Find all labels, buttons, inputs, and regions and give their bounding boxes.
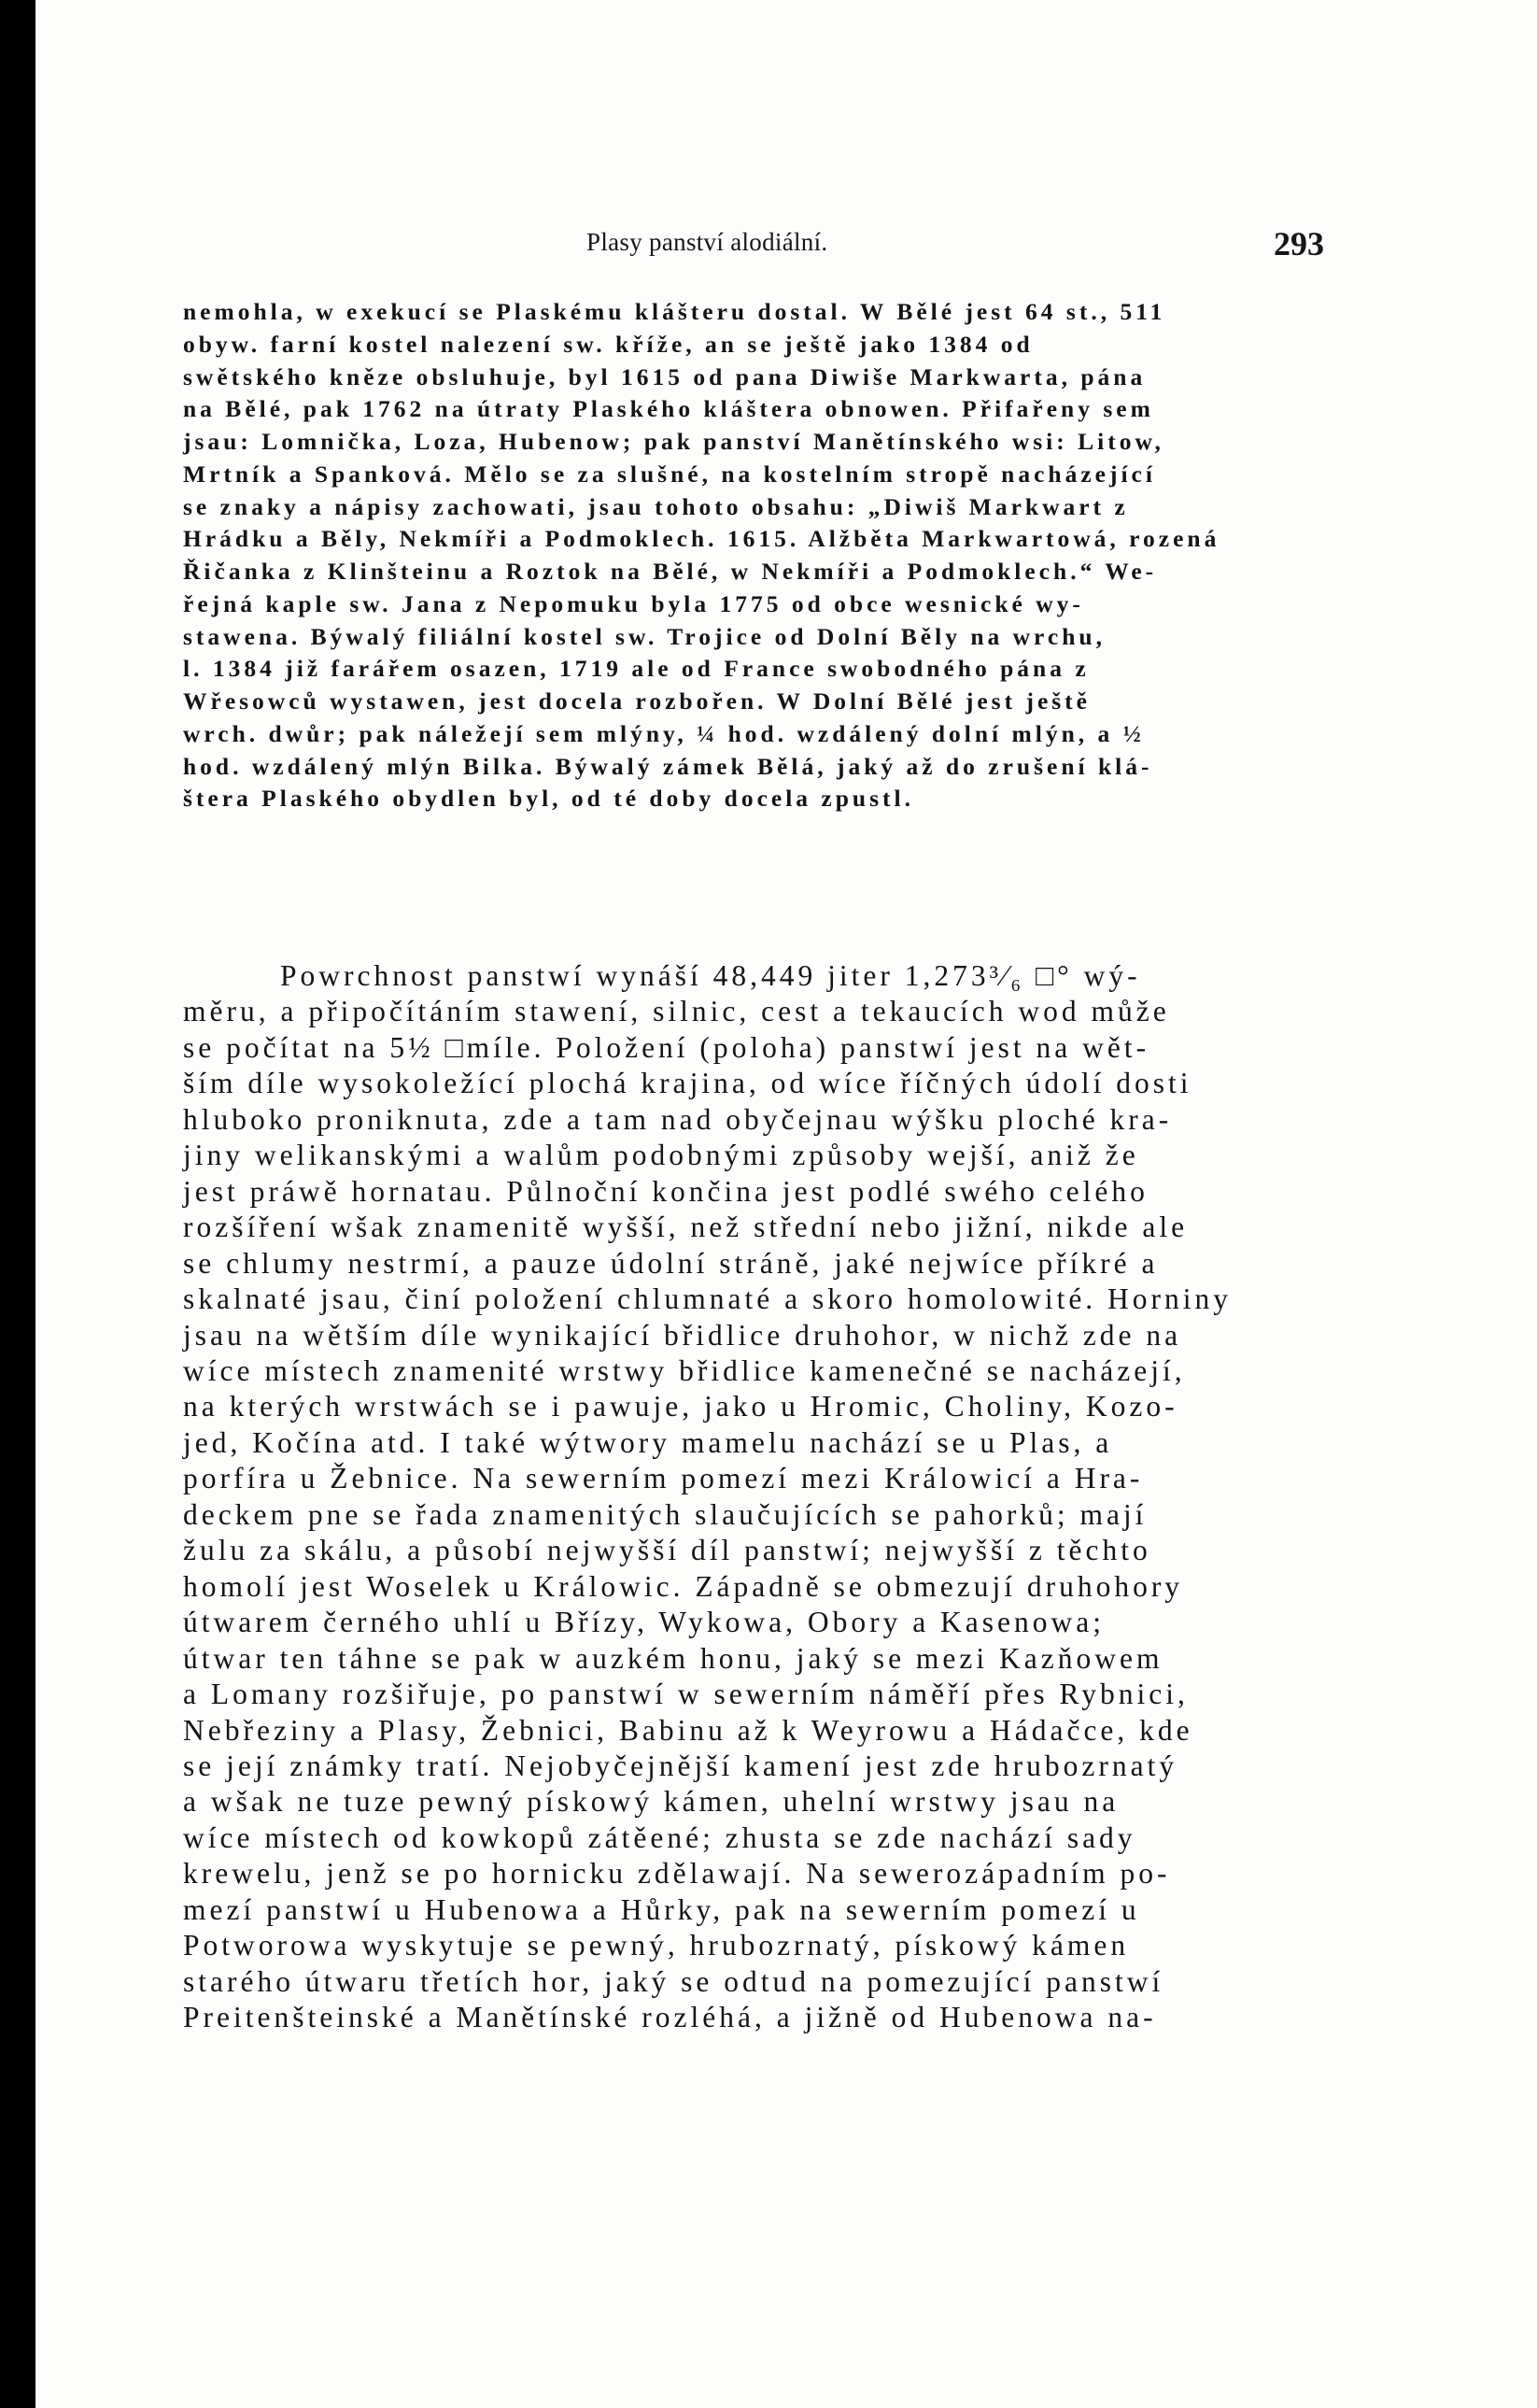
text-line: a wšak ne tuze pewný pískowý kámen, uhelní wrstwy jsau na	[183, 1785, 1120, 1819]
text-line: útwar ten táhne se pak w auzkém honu, jaký se mezi Kazňowem	[183, 1641, 1163, 1675]
text-line: Hrádku a Běly, Nekmíři a Podmoklech. 1615. Alžběta Markwartowá, rozená	[183, 525, 1220, 553]
page-header	[586, 225, 1324, 265]
text-line: porfíra u Žebnice. Na sewerním pomezí mezi Králowicí a Hra-	[183, 1462, 1144, 1495]
text-line: l. 1384 již farářem osazen, 1719 ale od France swobodného pána z	[183, 655, 1090, 683]
text-line: se chlumy nestrmí, a pauze údolní stráně, jaké nejwíce příkré a	[183, 1246, 1159, 1280]
text-line: Nebřeziny a Plasy, Žebnici, Babinu až k Weyrowu a Hádačce, kde	[183, 1713, 1193, 1747]
text-line: mezí panstwí u Hubenowa a Hůrky, pak na sewerním pomezí u	[183, 1892, 1140, 1926]
text-line: jest práwě hornatau. Půlnoční končina jest podlé swého celého	[183, 1174, 1149, 1208]
text-line: Potworowa wyskytuje se pewný, hrubozrnatý, pískowý kámen	[183, 1929, 1130, 1962]
small-print-paragraph	[183, 296, 1324, 815]
page-number: 293	[1274, 225, 1324, 262]
main-paragraph	[183, 958, 1324, 2036]
text-line: obyw. farní kostel nalezení sw. kříže, an se ještě jako 1384 od	[183, 330, 1034, 358]
text-line: řejná kaple sw. Jana z Nepomuku byla 1775 od obce wesnické wy-	[183, 589, 1084, 617]
text-line: starého útwaru třetích hor, jaký se odtud na pomezující panstwí	[183, 1964, 1164, 1998]
text-line: wíce místech od kowkopů zátěené; zhusta se zde nachází sady	[183, 1820, 1136, 1854]
text-line: hod. wzdálený mlýn Bilka. Býwalý zámek Bělá, jaký až do zrušení klá-	[183, 752, 1153, 780]
text-line: Mrtník a Spanková. Mělo se za slušné, na kostelním stropě nacházející	[183, 460, 1156, 488]
text-line: swětského kněze obsluhuje, byl 1615 od pana Diwiše Markwarta, pána	[183, 362, 1147, 390]
text-line: deckem pne se řada znamenitých slaučujících se pahorků; mají	[183, 1497, 1148, 1531]
text-line: se její známky tratí. Nejobyčejnější kamení jest zde hrubozrnatý	[183, 1749, 1178, 1782]
text-line: jiny welikanskými a walům podobnými způsoby wejší, aniž že	[183, 1139, 1139, 1172]
text-line: žulu za skálu, a působí nejwyšší díl panstwí; nejwyšší z těchto	[183, 1534, 1151, 1567]
text-line: a Lomany rozšiřuje, po panstwí w sewerním náměří přes Rybnici,	[183, 1678, 1189, 1711]
text-line: jsau na wětším díle wynikající břidlice druhohor, w nichž zde na	[183, 1318, 1182, 1352]
text-line: se znaky a nápisy zachowati, jsau tohoto obsahu: „Diwiš Markwart z	[183, 492, 1129, 520]
text-line: homolí jest Woselek u Králowic. Západně se obmezují druhohory	[183, 1569, 1184, 1603]
book-page	[35, 0, 1537, 2408]
text-line: měru, a připočítáním stawení, silnic, cest a tekaucích wod může	[183, 995, 1170, 1028]
text-line: štera Plaského obydlen byl, od té doby docela zpustl.	[183, 785, 914, 813]
text-line: skalnaté jsau, činí položení chlumnaté a skoro homolowité. Horniny	[183, 1282, 1233, 1316]
text-line: krewelu, jenž se po hornicku zdělawají. Na sewerozápadním po-	[183, 1857, 1171, 1891]
text-line: Powrchnost panstwí wynáší 48,449 jiter 1,273³⁄₆ □° wý-	[280, 959, 1141, 992]
text-line: se počítat na 5½ □míle. Položení (poloha) panstwí jest na wět-	[183, 1030, 1150, 1064]
text-line: stawena. Býwalý filiální kostel sw. Trojice od Dolní Běly na wrchu,	[183, 622, 1106, 650]
text-line: útwarem černého uhlí u Břízy, Wykowa, Obory a Kasenowa;	[183, 1606, 1105, 1639]
text-line: jsau: Lomnička, Loza, Hubenow; pak panství Manětínského wsi: Litow,	[183, 428, 1164, 455]
text-line: wrch. dwůr; pak náležejí sem mlýny, ¼ hod. wzdálený dolní mlýn, a ½	[183, 719, 1145, 747]
text-line: Řičanka z Klinšteinu a Roztok na Bělé, w Nekmíři a Podmoklech.“ We-	[183, 558, 1158, 585]
text-line: na kterých wrstwách se i pawuje, jako u Hromic, Choliny, Kozo-	[183, 1390, 1178, 1424]
text-line: nemohla, w exekucí se Plaskému klášteru dostal. W Bělé jest 64 st., 511	[183, 298, 1166, 325]
text-line: Wřesowců wystawen, jest docela rozbořen. W Dolní Bělé jest ještě	[183, 687, 1091, 715]
text-line: na Bělé, pak 1762 na útraty Plaského kláštera obnowen. Přifařeny sem	[183, 395, 1154, 423]
text-line: Preitenšteinské a Manětínské rozléhá, a jižně od Hubenowa na-	[183, 2001, 1157, 2034]
running-title: Plasy panství alodiální.	[586, 228, 828, 256]
text-line: rozšíření wšak znamenitě wyšší, než střední nebo jižní, nikde ale	[183, 1211, 1189, 1244]
text-line: ším díle wysokoležící plochá krajina, od wíce říčných údolí dosti	[183, 1067, 1192, 1100]
text-line: hluboko proniknuta, zde a tam nad obyčejnau wýšku ploché kra-	[183, 1102, 1173, 1136]
text-line: wíce místech znamenité wrstwy břidlice kamenečné se nacházejí,	[183, 1353, 1186, 1387]
text-line: jed, Kočína atd. I také wýtwory mamelu nachází se u Plas, a	[183, 1425, 1113, 1459]
